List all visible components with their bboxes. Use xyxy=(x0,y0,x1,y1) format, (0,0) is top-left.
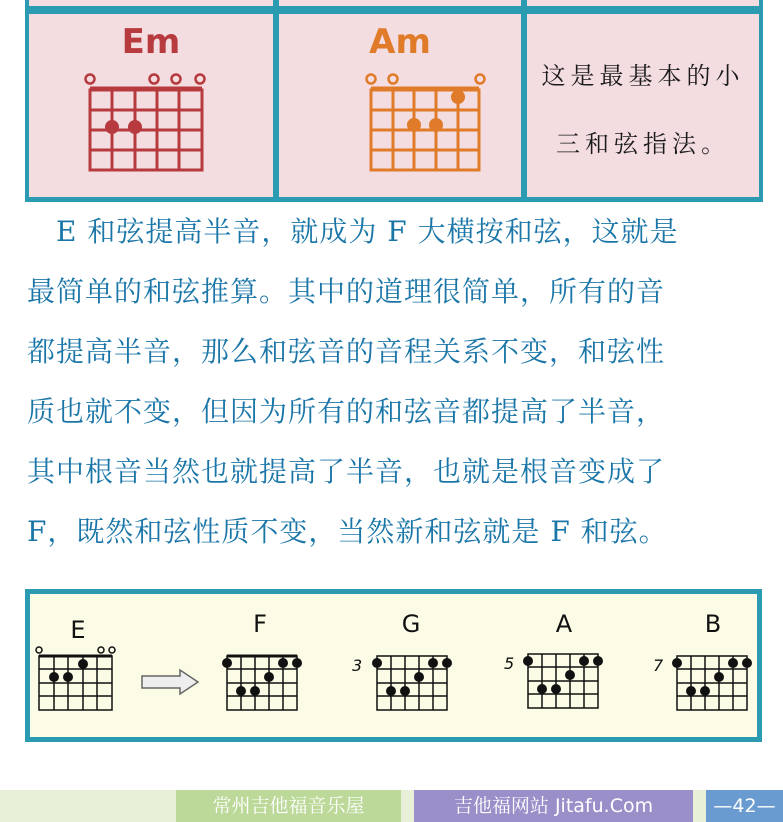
table-cell-top-1 xyxy=(29,0,273,6)
page-number: —42— xyxy=(713,795,776,817)
em-finger-dots xyxy=(105,120,142,134)
em-chord-diagram xyxy=(29,14,273,197)
note-cell xyxy=(527,14,759,197)
chord-g-fret-label: 3 xyxy=(352,656,363,675)
chord-f-diagram xyxy=(222,656,302,710)
chord-f-name: F xyxy=(253,610,267,638)
body-paragraph xyxy=(27,202,767,562)
paragraph-line: 最简单的和弦推算。其中的道理很简单，所有的音 xyxy=(27,275,666,308)
footer-left-block xyxy=(176,790,401,822)
chord-e-name: E xyxy=(70,616,86,644)
paragraph-line: 其中根音当然也就提高了半音，也就是根音变成了 xyxy=(27,455,666,488)
chord-progression-panel xyxy=(30,594,757,737)
chord-e-diagram xyxy=(36,647,115,710)
footer-left-text: 常州吉他福音乐屋 xyxy=(212,795,365,817)
am-open-strings xyxy=(367,75,485,84)
chord-b-diagram xyxy=(672,656,752,710)
em-chord-cell xyxy=(29,14,273,197)
note-line-2: 三和弦指法。 xyxy=(556,130,730,158)
table-cell-top-3 xyxy=(527,0,759,6)
chord-table xyxy=(25,0,763,202)
chord-g-name: G xyxy=(401,610,421,638)
paragraph-line: 质也就不变，但因为所有的和弦音都提高了半音， xyxy=(27,395,666,428)
chord-a-diagram xyxy=(523,654,603,708)
page-footer xyxy=(0,790,783,822)
footer-middle-block xyxy=(414,790,693,822)
chord-a-name: A xyxy=(555,610,573,638)
chord-progression-diagrams xyxy=(30,594,757,737)
em-chord-name: Em xyxy=(121,22,181,62)
chord-b-fret-label: 7 xyxy=(653,656,664,675)
table-cell-top-2 xyxy=(279,0,521,6)
am-chord-cell xyxy=(279,14,521,197)
note-line-1: 这是最基本的小 xyxy=(541,62,745,90)
paragraph-line: 都提高半音，那么和弦音的音程关系不变，和弦性 xyxy=(27,335,666,368)
arrow-icon xyxy=(142,670,198,694)
footer-page-block xyxy=(706,790,783,822)
am-chord-diagram xyxy=(279,14,521,197)
chord-b-name: B xyxy=(704,610,722,638)
paragraph-line: F，既然和弦性质不变，当然新和弦就是 F 和弦。 xyxy=(27,515,668,548)
footer-website-text: 吉他福网站 Jitafu.Com xyxy=(453,795,654,817)
chord-g-diagram xyxy=(372,656,452,710)
paragraph-line: E 和弦提高半音，就成为 F 大横按和弦，这就是 xyxy=(27,215,679,248)
em-open-strings xyxy=(86,75,205,84)
chord-a-fret-label: 5 xyxy=(504,654,515,673)
chord-progression-box xyxy=(25,589,762,742)
am-chord-name: Am xyxy=(369,22,431,62)
